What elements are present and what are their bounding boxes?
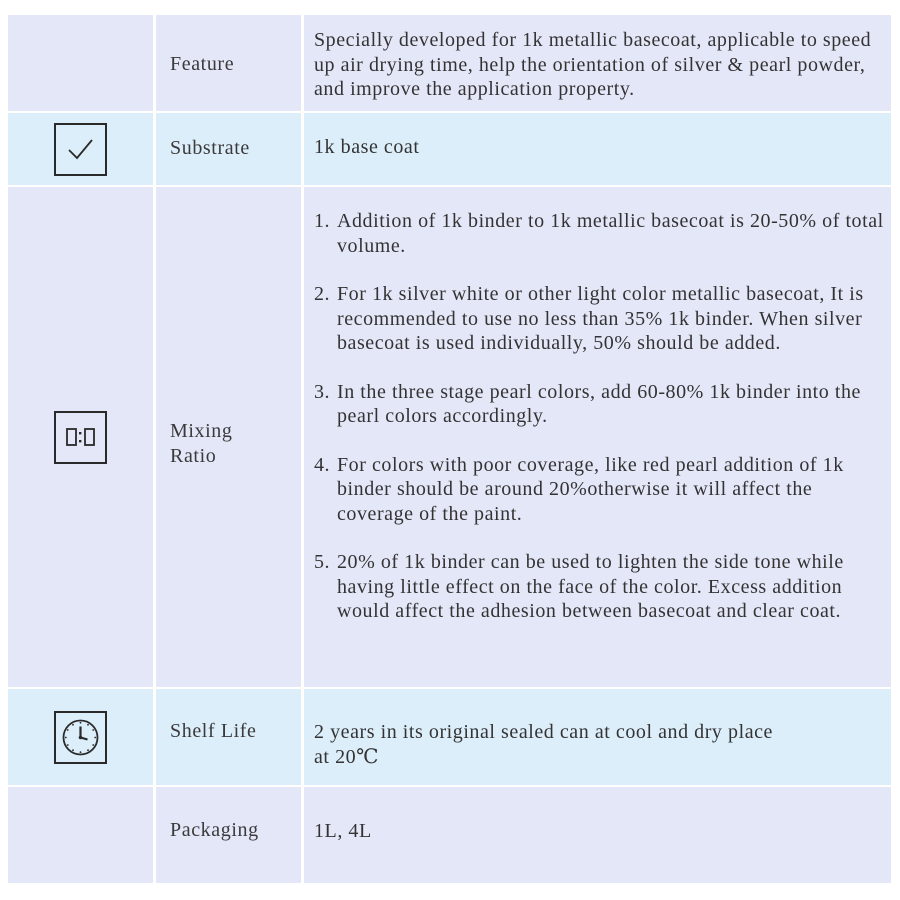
table-row-shelf-life: [8, 689, 891, 785]
label-cell: [155, 113, 302, 185]
list-item: [314, 282, 887, 356]
list-item-text: For 1k silver white or other light color metallic basecoat, It is recommended to use no less than 35% 1k binder. When silver basecoat is used individually, 50% should be added.: [337, 283, 864, 354]
list-item-text: Addition of 1k binder to 1k metallic basecoat is 20-50% of total volume.: [337, 210, 884, 257]
icon-cell: [8, 187, 153, 687]
spec-table: [8, 15, 891, 883]
list-item-number: 3.: [314, 380, 331, 403]
table-row-substrate: [8, 113, 891, 185]
row-label-substrate: Substrate: [170, 137, 250, 159]
label-cell: [155, 689, 302, 785]
row-label-shelf-life: Shelf Life: [170, 720, 257, 742]
list-item-number: 5.: [314, 551, 331, 573]
clock-icon: [54, 711, 107, 764]
row-text-substrate: 1k base coat: [314, 136, 420, 158]
value-cell: [303, 787, 891, 883]
mixing-ratio-list: [314, 209, 887, 648]
column-divider: [153, 15, 155, 883]
list-item: [314, 550, 887, 624]
label-cell: [155, 787, 302, 883]
row-text-feature: Specially developed for 1k metallic basecoat, applicable to speed up air drying time, help the orientation of silver & pearl powder, and improve the application property.: [314, 29, 872, 100]
column-divider: [301, 15, 303, 883]
list-item-number: 2.: [314, 283, 331, 305]
list-item: [314, 453, 887, 527]
value-cell: [303, 113, 891, 185]
icon-cell: [8, 15, 153, 111]
value-cell: [303, 689, 891, 785]
value-cell: [303, 15, 891, 111]
row-label-mixing-ratio: Mixing Ratio: [170, 420, 233, 467]
label-cell: [155, 15, 302, 111]
icon-cell: [8, 787, 153, 883]
checkmark-icon: [54, 123, 107, 176]
list-item-text: For colors with poor coverage, like red pearl addition of 1k binder should be around 20%otherwise it will affect the coverage of the paint.: [337, 453, 844, 525]
ratio-icon: [54, 411, 107, 464]
table-row-packaging: [8, 787, 891, 883]
list-item-text: 20% of 1k binder can be used to lighten the side tone while having little effect on the face of the color. Excess addition would affect the adhesion between basecoat and clear coat.: [337, 551, 844, 622]
row-label-packaging: Packaging: [170, 819, 259, 841]
table-row-feature: [8, 15, 891, 111]
list-item: [314, 380, 887, 429]
list-item-number: 1.: [314, 210, 331, 232]
row-text-shelf-life: 2 years in its original sealed can at cool and dry place at 20℃: [314, 721, 773, 768]
label-cell: [155, 187, 302, 687]
list-item-number: 4.: [314, 453, 331, 476]
table-row-mixing-ratio: [8, 187, 891, 687]
list-item: [314, 209, 887, 258]
value-cell: [303, 187, 891, 687]
row-label-feature: Feature: [170, 53, 235, 75]
list-item-text: In the three stage pearl colors, add 60-80% 1k binder into the pearl colors accordingly.: [337, 380, 861, 427]
row-text-packaging: 1L, 4L: [314, 820, 372, 842]
icon-cell: [8, 113, 153, 185]
icon-cell: [8, 689, 153, 785]
